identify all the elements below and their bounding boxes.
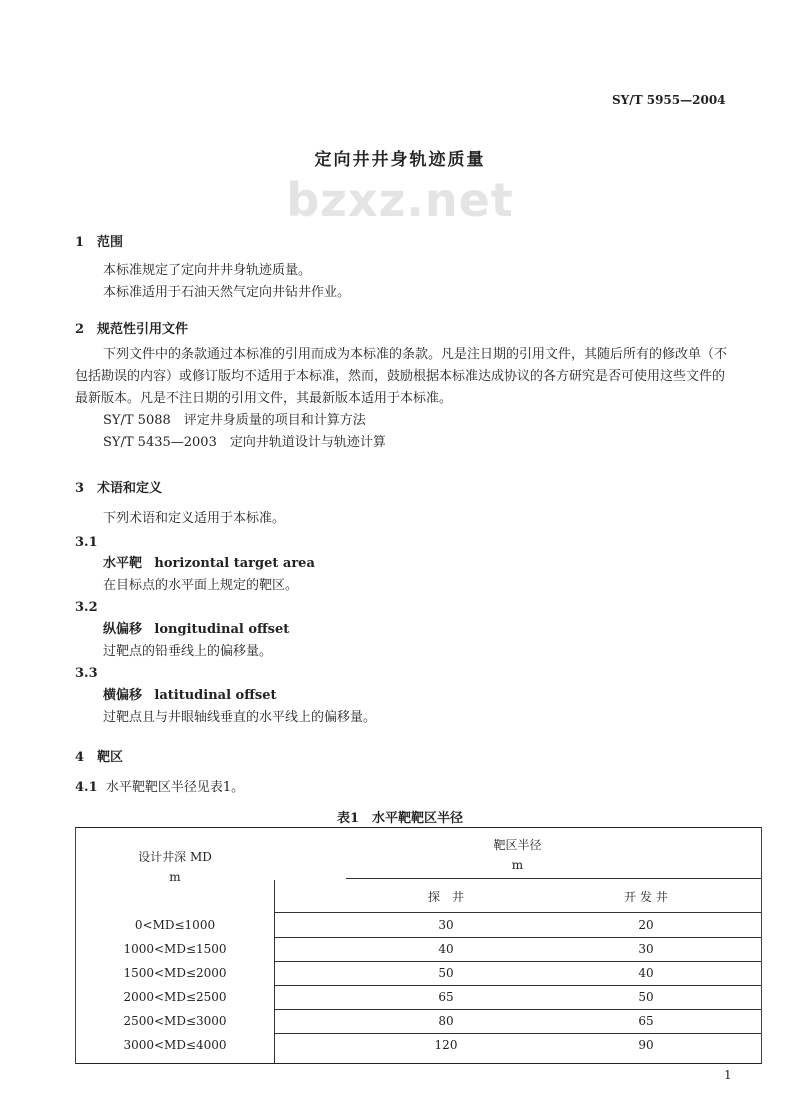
col2-header: 探 井 — [427, 890, 464, 904]
row-exploration-radius: 50 — [438, 966, 454, 980]
section-title: 靶区 — [97, 750, 124, 765]
row-development-radius: 90 — [638, 1038, 654, 1052]
row-exploration-radius: 30 — [438, 918, 454, 932]
section-number: 2 — [75, 322, 85, 337]
group-header: 靶区半径 — [493, 838, 542, 852]
section-2-heading — [75, 318, 188, 337]
row-exploration-radius: 120 — [434, 1038, 458, 1052]
term-heading — [103, 556, 315, 572]
row-depth-range: 0<MD≤1000 — [134, 918, 216, 932]
section-title: 规范性引用文件 — [97, 322, 189, 337]
section-title: 术语和定义 — [97, 481, 163, 496]
section-title: 范围 — [97, 235, 124, 250]
section-number: 4 — [75, 750, 85, 765]
term-en: latitudinal offset — [154, 688, 277, 703]
scope-line: 本标准适用于石油天然气定向井钻井作业。 — [103, 285, 351, 300]
term-definition: 过靶点且与井眼轴线垂直的水平线上的偏移量。 — [103, 710, 377, 725]
standard-number: SY/T 5955—2004 — [612, 93, 726, 107]
page-title: 定向井井身轨迹质量 — [314, 150, 486, 170]
section-number: 3 — [75, 481, 85, 496]
col1-unit: m — [169, 870, 181, 884]
term-heading — [103, 688, 277, 704]
watermark: bzxz.net — [286, 173, 514, 227]
term-zh: 纵偏移 — [103, 622, 143, 637]
section-2-body — [75, 344, 735, 454]
scope-line: 本标准规定了定向井井身轨迹质量。 — [103, 263, 312, 278]
col1-header: 设计井深 MD — [138, 850, 212, 864]
term-en: horizontal target area — [154, 556, 315, 571]
term-definition: 在目标点的水平面上规定的靶区。 — [103, 578, 299, 593]
normative-refs-paragraph: 下列文件中的条款通过本标准的引用而成为本标准的条款。凡是注日期的引用文件，其随后所有的修改单（不包括勘误的内容）或修订版均不适用于本标准，然而，鼓励根据本标准达成协议的各方研究是否可使用这些文件的最新版本。凡是不注日期的引用文件，其最新版本适用于本标准。 — [75, 347, 728, 406]
section-1-heading — [75, 231, 123, 250]
row-development-radius: 40 — [638, 966, 654, 980]
terms-intro: 下列术语和定义适用于本标准。 — [103, 511, 286, 526]
row-development-radius: 65 — [638, 1014, 654, 1028]
row-depth-range: 2500<MD≤3000 — [123, 1014, 227, 1028]
table-divider — [274, 880, 275, 1063]
reference-item: SY/T 5088 评定井身质量的项目和计算方法 — [103, 413, 366, 428]
term-number: 3.2 — [75, 600, 98, 615]
table-divider — [346, 878, 761, 879]
section-3-heading — [75, 477, 162, 496]
target-radius-table — [75, 827, 762, 1064]
row-exploration-radius: 65 — [438, 990, 454, 1004]
subsection-4-1 — [75, 780, 244, 796]
row-development-radius: 50 — [638, 990, 654, 1004]
term-en: longitudinal offset — [154, 622, 290, 637]
term-number: 3.1 — [75, 535, 98, 550]
row-development-radius: 20 — [638, 918, 654, 932]
row-depth-range: 1000<MD≤1500 — [123, 942, 227, 956]
table-row-divider — [274, 985, 761, 986]
term-definition: 过靶点的铅垂线上的偏移量。 — [103, 644, 273, 659]
row-exploration-radius: 80 — [438, 1014, 454, 1028]
row-development-radius: 30 — [638, 942, 654, 956]
term-heading — [103, 622, 289, 638]
subsection-text: 水平靶靶区半径见表1。 — [105, 780, 245, 795]
table-row-divider — [274, 961, 761, 962]
term-zh: 水平靶 — [103, 556, 143, 571]
row-exploration-radius: 40 — [438, 942, 454, 956]
table-caption: 表1 水平靶靶区半径 — [336, 811, 464, 826]
section-number: 1 — [75, 235, 85, 250]
table-row-divider — [274, 1009, 761, 1010]
table-divider — [274, 912, 761, 913]
row-depth-range: 2000<MD≤2500 — [123, 990, 227, 1004]
table-row-divider — [274, 937, 761, 938]
term-number: 3.3 — [75, 666, 98, 681]
col3-header: 开 发 井 — [624, 890, 668, 904]
table-row-divider — [274, 1033, 761, 1034]
reference-item: SY/T 5435—2003 定向井轨道设计与轨迹计算 — [103, 435, 386, 450]
row-depth-range: 1500<MD≤2000 — [123, 966, 227, 980]
section-4-heading — [75, 746, 123, 765]
page-number: 1 — [724, 1068, 732, 1082]
subsection-number: 4.1 — [75, 780, 98, 795]
group-unit: m — [511, 858, 524, 872]
row-depth-range: 3000<MD≤4000 — [123, 1038, 227, 1052]
term-zh: 横偏移 — [103, 688, 143, 703]
